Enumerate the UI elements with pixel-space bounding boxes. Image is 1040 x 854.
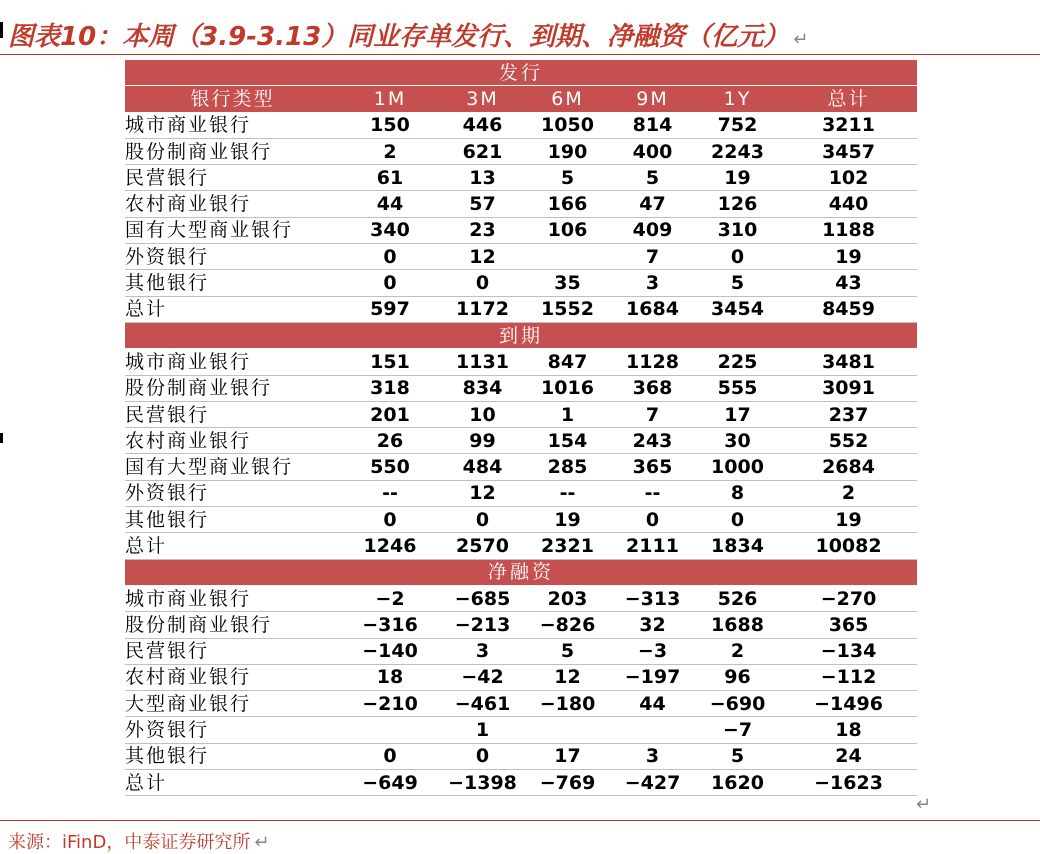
- value-cell: 0: [440, 743, 525, 769]
- table-row: [125, 375, 917, 401]
- bond-issuance-table: [125, 60, 917, 796]
- value-cell: 30: [695, 428, 780, 454]
- value-cell: 0: [610, 507, 695, 533]
- value-cell: 8: [695, 480, 780, 506]
- value-cell: 106: [525, 217, 610, 243]
- table-row: [125, 112, 917, 138]
- value-cell: 126: [695, 191, 780, 217]
- value-cell: 1016: [525, 375, 610, 401]
- source-divider: [0, 820, 1040, 821]
- value-cell: −769: [525, 770, 610, 796]
- source-text: 来源：iFinD，中泰证券研究所: [8, 832, 251, 853]
- value-cell: −7: [695, 717, 780, 743]
- value-cell: 0: [340, 244, 440, 270]
- value-cell: 834: [440, 375, 525, 401]
- value-cell: 5: [695, 743, 780, 769]
- value-cell: 44: [610, 691, 695, 717]
- value-cell: 365: [780, 612, 917, 638]
- bank-type-cell: 大型商业银行: [125, 691, 340, 717]
- table-row: [125, 191, 917, 217]
- value-cell: 102: [780, 165, 917, 191]
- bank-type-cell: 其他银行: [125, 507, 340, 533]
- table-row: [125, 717, 917, 743]
- value-cell: 8459: [780, 296, 917, 322]
- table-row: [125, 296, 917, 322]
- value-cell: −140: [340, 638, 440, 664]
- value-cell: 0: [340, 743, 440, 769]
- value-cell: 1688: [695, 612, 780, 638]
- value-cell: 0: [695, 507, 780, 533]
- value-cell: 3: [610, 743, 695, 769]
- chart-title-text: 图表10：本周（3.9-3.13）同业存单发行、到期、净融资（亿元）: [8, 22, 790, 52]
- value-cell: 3: [610, 270, 695, 296]
- value-cell: −685: [440, 585, 525, 611]
- table-row: [125, 270, 917, 296]
- table-row: [125, 217, 917, 243]
- value-cell: --: [525, 480, 610, 506]
- value-cell: 99: [440, 428, 525, 454]
- value-cell: 3091: [780, 375, 917, 401]
- table-row: [125, 770, 917, 796]
- value-cell: 19: [780, 244, 917, 270]
- value-cell: 61: [340, 165, 440, 191]
- value-cell: 7: [610, 401, 695, 427]
- value-cell: 10: [440, 401, 525, 427]
- value-cell: 621: [440, 138, 525, 164]
- value-cell: 57: [440, 191, 525, 217]
- value-cell: 44: [340, 191, 440, 217]
- column-header-row: [125, 86, 917, 112]
- bank-type-cell: 股份制商业银行: [125, 612, 340, 638]
- value-cell: −427: [610, 770, 695, 796]
- value-cell: 13: [440, 165, 525, 191]
- value-cell: 0: [440, 270, 525, 296]
- value-cell: 0: [340, 507, 440, 533]
- value-cell: −270: [780, 585, 917, 611]
- bank-type-cell: 其他银行: [125, 743, 340, 769]
- value-cell: 5: [610, 165, 695, 191]
- value-cell: −213: [440, 612, 525, 638]
- value-cell: 814: [610, 112, 695, 138]
- value-cell: 24: [780, 743, 917, 769]
- bank-type-cell: 总计: [125, 533, 340, 559]
- bank-type-cell: 城市商业银行: [125, 112, 340, 138]
- value-cell: 5: [525, 638, 610, 664]
- value-cell: 365: [610, 454, 695, 480]
- value-cell: 484: [440, 454, 525, 480]
- table-row: [125, 244, 917, 270]
- value-cell: 43: [780, 270, 917, 296]
- value-cell: 154: [525, 428, 610, 454]
- bank-type-cell: 外资银行: [125, 480, 340, 506]
- bank-type-cell: 股份制商业银行: [125, 138, 340, 164]
- value-cell: [340, 717, 440, 743]
- value-cell: 555: [695, 375, 780, 401]
- value-cell: 23: [440, 217, 525, 243]
- section-header-row: [125, 322, 917, 348]
- value-cell: 1: [525, 401, 610, 427]
- value-cell: 26: [340, 428, 440, 454]
- value-cell: 3457: [780, 138, 917, 164]
- value-cell: 5: [525, 165, 610, 191]
- value-cell: 19: [525, 507, 610, 533]
- table-row: [125, 480, 917, 506]
- value-cell: 166: [525, 191, 610, 217]
- side-marker: [0, 433, 3, 443]
- column-header: 3M: [440, 86, 525, 112]
- value-cell: 3481: [780, 349, 917, 375]
- source-return-mark: ↵: [254, 832, 270, 853]
- value-cell: −461: [440, 691, 525, 717]
- value-cell: 0: [440, 507, 525, 533]
- bank-type-cell: 民营银行: [125, 638, 340, 664]
- value-cell: 203: [525, 585, 610, 611]
- value-cell: 201: [340, 401, 440, 427]
- value-cell: 2321: [525, 533, 610, 559]
- value-cell: −313: [610, 585, 695, 611]
- value-cell: 2111: [610, 533, 695, 559]
- value-cell: 2: [780, 480, 917, 506]
- value-cell: 151: [340, 349, 440, 375]
- value-cell: [525, 244, 610, 270]
- table-row: [125, 454, 917, 480]
- value-cell: −826: [525, 612, 610, 638]
- table-row: [125, 638, 917, 664]
- value-cell: −1398: [440, 770, 525, 796]
- value-cell: −134: [780, 638, 917, 664]
- bank-type-cell: 农村商业银行: [125, 664, 340, 690]
- column-header: 总计: [780, 86, 917, 112]
- table-row: [125, 401, 917, 427]
- value-cell: 19: [780, 507, 917, 533]
- value-cell: 18: [340, 664, 440, 690]
- value-cell: 190: [525, 138, 610, 164]
- table-row: [125, 743, 917, 769]
- value-cell: 847: [525, 349, 610, 375]
- value-cell: 5: [695, 270, 780, 296]
- bank-type-cell: 总计: [125, 770, 340, 796]
- table-row: [125, 165, 917, 191]
- bank-type-cell: 民营银行: [125, 165, 340, 191]
- column-header: 1M: [340, 86, 440, 112]
- value-cell: 17: [525, 743, 610, 769]
- chart-title: [8, 16, 808, 53]
- value-cell: 96: [695, 664, 780, 690]
- value-cell: 1050: [525, 112, 610, 138]
- section-label: 净融资: [125, 559, 917, 585]
- value-cell: 7: [610, 244, 695, 270]
- table-row: [125, 349, 917, 375]
- section-header-row: [125, 559, 917, 585]
- value-cell: 1620: [695, 770, 780, 796]
- table-row: [125, 691, 917, 717]
- table-row: [125, 533, 917, 559]
- value-cell: 440: [780, 191, 917, 217]
- value-cell: −2: [340, 585, 440, 611]
- value-cell: −3: [610, 638, 695, 664]
- value-cell: −690: [695, 691, 780, 717]
- value-cell: 18: [780, 717, 917, 743]
- section-label: 发行: [125, 60, 917, 86]
- value-cell: 3: [440, 638, 525, 664]
- value-cell: 1188: [780, 217, 917, 243]
- value-cell: −649: [340, 770, 440, 796]
- return-mark: ↵: [793, 29, 809, 50]
- value-cell: 1128: [610, 349, 695, 375]
- title-bar: [0, 8, 1040, 55]
- bank-type-cell: 城市商业银行: [125, 349, 340, 375]
- section-label: 到期: [125, 322, 917, 348]
- value-cell: 446: [440, 112, 525, 138]
- value-cell: 1: [440, 717, 525, 743]
- title-marker: [0, 22, 3, 38]
- value-cell: −42: [440, 664, 525, 690]
- column-header: 6M: [525, 86, 610, 112]
- value-cell: 243: [610, 428, 695, 454]
- value-cell: --: [610, 480, 695, 506]
- value-cell: 368: [610, 375, 695, 401]
- value-cell: 2684: [780, 454, 917, 480]
- value-cell: −210: [340, 691, 440, 717]
- value-cell: 1246: [340, 533, 440, 559]
- value-cell: 550: [340, 454, 440, 480]
- value-cell: 752: [695, 112, 780, 138]
- value-cell: 2: [340, 138, 440, 164]
- value-cell: 1172: [440, 296, 525, 322]
- value-cell: 0: [340, 270, 440, 296]
- value-cell: 35: [525, 270, 610, 296]
- bank-type-cell: 外资银行: [125, 717, 340, 743]
- value-cell: 340: [340, 217, 440, 243]
- value-cell: 32: [610, 612, 695, 638]
- table-row: [125, 664, 917, 690]
- value-cell: --: [340, 480, 440, 506]
- value-cell: 12: [440, 244, 525, 270]
- table-row: [125, 138, 917, 164]
- value-cell: 1000: [695, 454, 780, 480]
- table-row: [125, 428, 917, 454]
- value-cell: 318: [340, 375, 440, 401]
- value-cell: −1496: [780, 691, 917, 717]
- bank-type-cell: 其他银行: [125, 270, 340, 296]
- column-header: 1Y: [695, 86, 780, 112]
- table-return-mark: ↵: [916, 794, 932, 815]
- bank-type-cell: 国有大型商业银行: [125, 217, 340, 243]
- value-cell: −180: [525, 691, 610, 717]
- bank-type-cell: 国有大型商业银行: [125, 454, 340, 480]
- table-row: [125, 612, 917, 638]
- bank-type-cell: 农村商业银行: [125, 428, 340, 454]
- value-cell: [525, 717, 610, 743]
- bank-type-cell: 城市商业银行: [125, 585, 340, 611]
- value-cell: 17: [695, 401, 780, 427]
- value-cell: 12: [440, 480, 525, 506]
- table-row: [125, 507, 917, 533]
- value-cell: 285: [525, 454, 610, 480]
- value-cell: 1552: [525, 296, 610, 322]
- column-header: 银行类型: [125, 86, 340, 112]
- value-cell: 47: [610, 191, 695, 217]
- bank-type-cell: 民营银行: [125, 401, 340, 427]
- value-cell: 2243: [695, 138, 780, 164]
- bank-type-cell: 总计: [125, 296, 340, 322]
- value-cell: 1684: [610, 296, 695, 322]
- value-cell: 12: [525, 664, 610, 690]
- value-cell: 1131: [440, 349, 525, 375]
- value-cell: 1834: [695, 533, 780, 559]
- bank-type-cell: 股份制商业银行: [125, 375, 340, 401]
- value-cell: −197: [610, 664, 695, 690]
- bank-type-cell: 外资银行: [125, 244, 340, 270]
- value-cell: 10082: [780, 533, 917, 559]
- bank-type-cell: 农村商业银行: [125, 191, 340, 217]
- value-cell: 400: [610, 138, 695, 164]
- value-cell: 310: [695, 217, 780, 243]
- value-cell: 552: [780, 428, 917, 454]
- column-header: 9M: [610, 86, 695, 112]
- value-cell: 150: [340, 112, 440, 138]
- value-cell: 597: [340, 296, 440, 322]
- value-cell: 3211: [780, 112, 917, 138]
- value-cell: 0: [695, 244, 780, 270]
- value-cell: [610, 717, 695, 743]
- table-row: [125, 585, 917, 611]
- value-cell: 3454: [695, 296, 780, 322]
- value-cell: −316: [340, 612, 440, 638]
- value-cell: −112: [780, 664, 917, 690]
- value-cell: 225: [695, 349, 780, 375]
- value-cell: 2: [695, 638, 780, 664]
- value-cell: 19: [695, 165, 780, 191]
- value-cell: 2570: [440, 533, 525, 559]
- value-cell: 237: [780, 401, 917, 427]
- value-cell: 409: [610, 217, 695, 243]
- source-note: [8, 828, 269, 854]
- value-cell: 526: [695, 585, 780, 611]
- value-cell: −1623: [780, 770, 917, 796]
- section-header-row: [125, 60, 917, 86]
